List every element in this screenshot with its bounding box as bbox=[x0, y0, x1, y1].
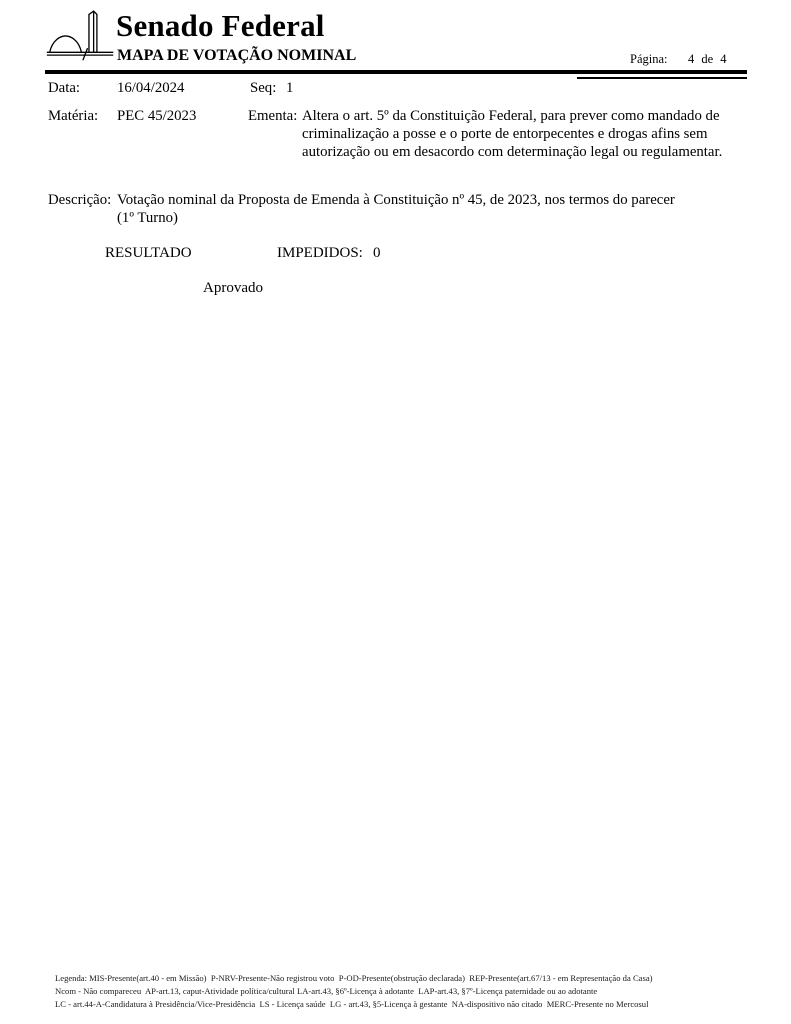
page-value: 4 de 4 bbox=[688, 52, 727, 66]
data-label: Data: bbox=[48, 80, 81, 96]
org-title: Senado Federal bbox=[116, 8, 325, 43]
seq-label: Seq: bbox=[250, 80, 277, 96]
impedidos-value: 0 bbox=[373, 245, 381, 261]
descricao-label: Descrição: bbox=[48, 192, 112, 208]
descricao-text: Votação nominal da Proposta de Emenda à Constituição nº 45, de 2023, nos termos do parecer bbox=[117, 192, 675, 208]
materia-label: Matéria: bbox=[48, 108, 99, 124]
senado-federal-logo bbox=[45, 6, 117, 64]
materia-value: PEC 45/2023 bbox=[117, 108, 197, 124]
legend-line-1: Legenda: MIS-Presente(art.40 - em Missão) P-NRV-Presente-Não registrou voto P-OD-Presente(obstrução declarada) REP-Presente(art.67/13 - em Representação da Casa) bbox=[55, 973, 653, 983]
congress-building-icon bbox=[45, 6, 117, 64]
page-label: Página: bbox=[630, 52, 668, 66]
header-divider bbox=[45, 70, 747, 74]
header-divider-right bbox=[577, 77, 747, 79]
descricao-turno: (1º Turno) bbox=[117, 210, 178, 226]
legend-line-3: LC - art.44-A-Candidatura à Presidência/Vice-Presidência LS - Licença saúde LG - art.43, §5-Licença à gestante NA-dispositivo não citado MERC-Presente no Mercosul bbox=[55, 998, 649, 1009]
ementa-text: Altera o art. 5º da Constituição Federal, para prever como mandado de criminalização a posse e o porte de entorpecentes e drogas afins sem autorização ou em desacordo com determinação legal ou regulamentar. bbox=[302, 108, 723, 161]
data-value: 16/04/2024 bbox=[117, 80, 185, 96]
legend-line-2: Ncom - Não compareceu AP-art.13, caput-Atividade política/cultural LA-art.43, §6º-Licença à adotante LAP-art.43, §7º-Licença paternidade ou ao adotante bbox=[55, 985, 598, 996]
document-title: MAPA DE VOTAÇÃO NOMINAL bbox=[117, 47, 357, 64]
ementa-label: Ementa: bbox=[248, 108, 298, 124]
resultado-label: RESULTADO bbox=[105, 245, 192, 261]
legend bbox=[55, 972, 755, 1010]
impedidos-label: IMPEDIDOS: bbox=[277, 245, 363, 261]
page-number bbox=[630, 52, 727, 67]
resultado-value: Aprovado bbox=[203, 280, 263, 296]
seq-value: 1 bbox=[286, 80, 294, 96]
